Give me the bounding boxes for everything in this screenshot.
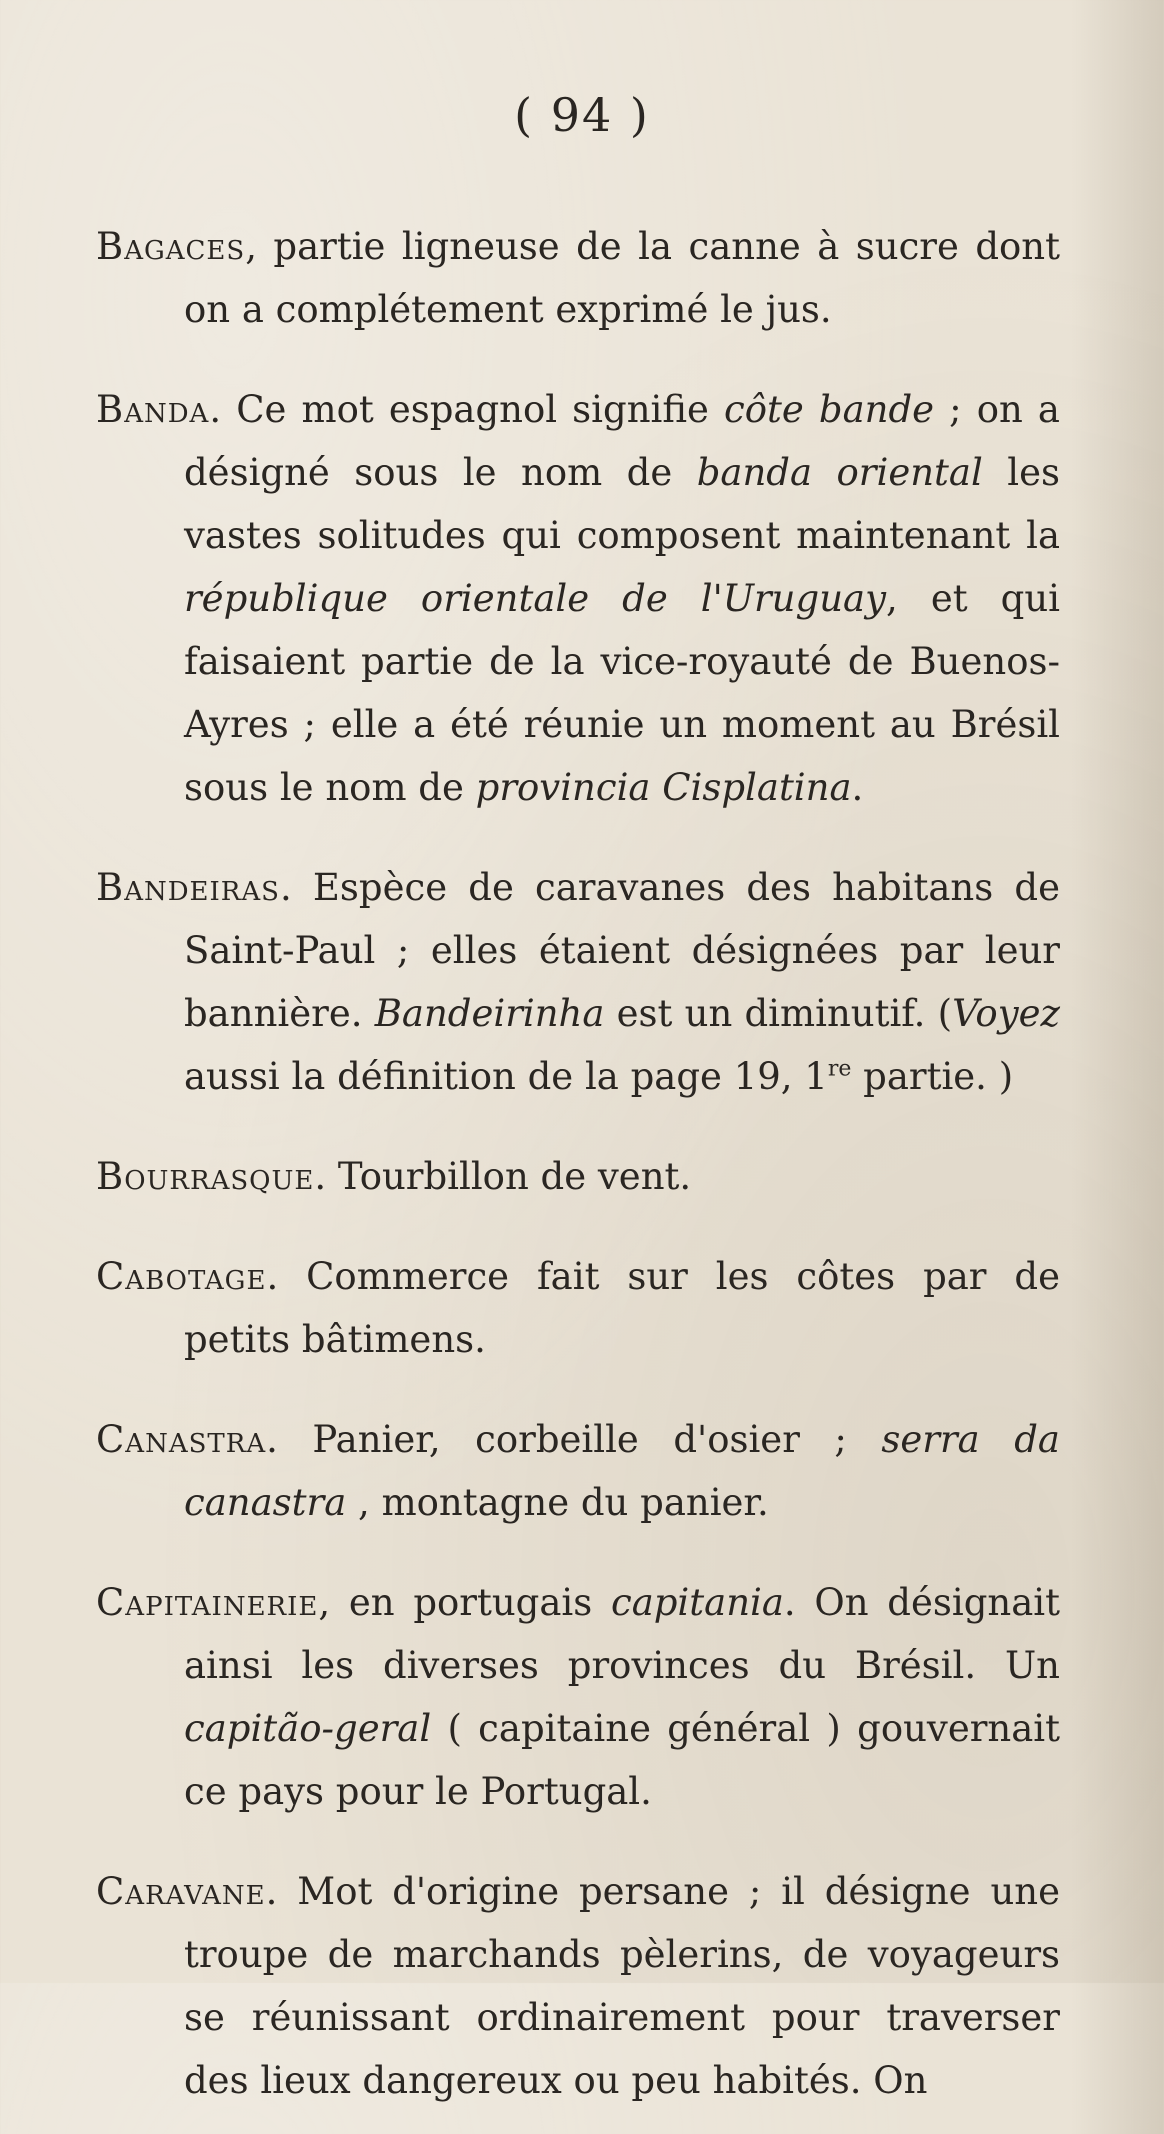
entry-term: Cabotage <box>96 1255 267 1298</box>
entry-text: aussi la définition de la page 19, 1 <box>184 1055 828 1098</box>
entry-term: Caravane <box>96 1870 266 1913</box>
entry-text: . Mot d'origine persane ; il désigne une troupe de marchands pèlerins, de voyageurs se réunissant ordinairement pour traverser des lieux dangereux ou peu habités. On <box>184 1870 1060 2102</box>
entry-italic: banda oriental <box>696 451 983 494</box>
entry-term: Bourrasque <box>96 1155 315 1198</box>
entry-bagaces <box>96 215 1060 341</box>
entry-text: . Espèce de caravanes des habitans de Saint-Paul ; elles étaient désignées par leur bannière. <box>184 866 1060 1035</box>
entry-capitainerie <box>96 1571 1060 1823</box>
entry-text: partie. ) <box>851 1055 1014 1098</box>
entry-banda <box>96 378 1060 819</box>
entry-text: . Tourbillon de vent. <box>314 1155 692 1198</box>
entry-text: . Panier, corbeille d'osier ; <box>266 1418 882 1461</box>
entry-italic: serra da canastra <box>184 1418 1060 1524</box>
entry-italic: république orientale de l'Uruguay <box>184 577 886 620</box>
entry-term: Capitainerie <box>96 1581 319 1624</box>
entry-text: , montagne du panier. <box>346 1481 769 1524</box>
entry-italic: Voyez <box>952 992 1060 1035</box>
entry-text: . <box>851 766 864 809</box>
entry-term: Canastra <box>96 1418 267 1461</box>
superscript: re <box>827 1056 852 1082</box>
entry-italic: capitão-geral <box>184 1707 432 1750</box>
entry-cabotage <box>96 1245 1060 1371</box>
entry-text: . On désignait ainsi les diverses provinces du Brésil. Un <box>184 1581 1060 1687</box>
entry-bourrasque <box>96 1145 1060 1208</box>
entry-term: Bandeiras <box>96 866 280 909</box>
page-number: ( 94 ) <box>514 88 650 142</box>
entry-text: ( capitaine général ) gouvernait ce pays pour le Portugal. <box>184 1707 1060 1813</box>
entry-italic: Bandeirinha <box>374 992 605 1035</box>
entry-canastra <box>96 1408 1060 1534</box>
entry-text: . Commerce fait sur les côtes par de petits bâtimens. <box>184 1255 1060 1361</box>
entry-bandeiras <box>96 856 1060 1108</box>
entry-term: Banda <box>96 388 210 431</box>
entry-text: , et qui faisaient partie de la vice-royauté de Buenos-Ayres ; elle a été réunie un moment au Brésil sous le nom de <box>184 577 1060 809</box>
entry-italic: provincia Cisplatina <box>475 766 852 809</box>
entry-text: est un diminutif. ( <box>604 992 953 1035</box>
entry-italic: capitania <box>610 1581 784 1624</box>
entry-term: Bagaces <box>96 225 246 268</box>
entry-text: , en portugais <box>318 1581 611 1624</box>
entry-italic: côte bande <box>724 388 935 431</box>
entry-text: . Ce mot espagnol signifie <box>209 388 725 431</box>
glossary-entries <box>96 178 1060 2134</box>
entry-caravane <box>96 1860 1060 2112</box>
entry-text: les vastes solitudes qui composent maintenant la <box>184 451 1060 557</box>
entry-text: , partie ligneuse de la canne à sucre dont on a complétement exprimé le jus. <box>184 225 1060 331</box>
entry-text: ; on a désigné sous le nom de <box>184 388 1060 494</box>
